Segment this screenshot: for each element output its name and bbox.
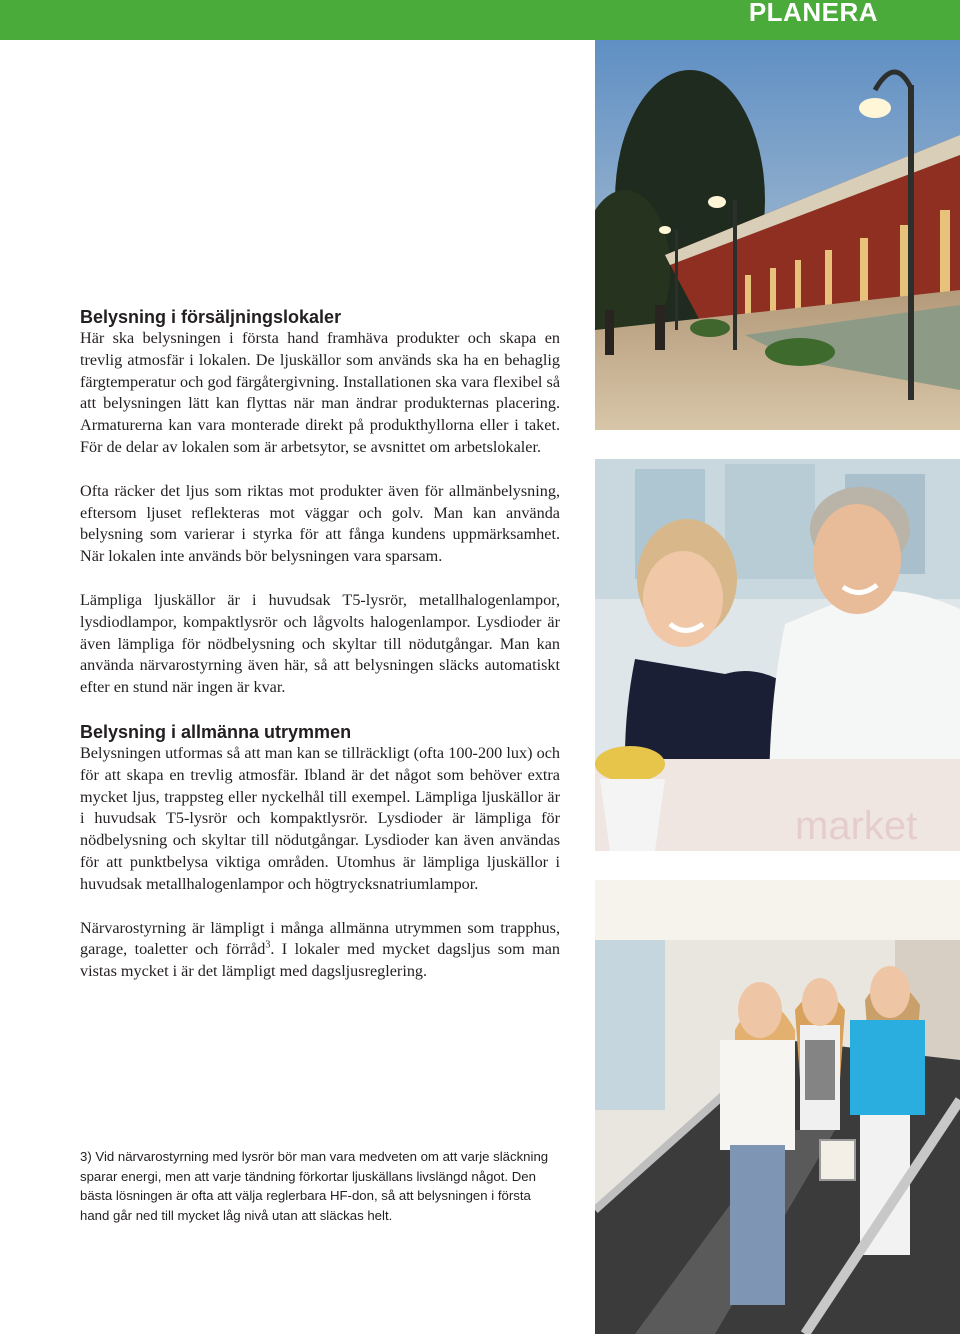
text-span: Närvarostyrning är lämpligt i många allmänna utrymmen som trapphus, garage, toaletter och förråd — [80, 918, 560, 959]
street-lamps-photo — [595, 40, 960, 430]
paragraph-with-footnote-ref — [80, 918, 560, 983]
shop-couple-photo — [595, 459, 960, 851]
svg-text:market: market — [795, 804, 918, 848]
page-title: PLANERA — [748, 0, 878, 27]
paragraph: Ofta räcker det ljus som riktas mot produkter även för allmänbelysning, eftersom ljuset reflekteras mot väggar och golv. Man kan använda belysning som varierar i styrka för att fånga kundens uppmärksamhet. När lokalen inte används bör belysningen vara sparsam. — [80, 481, 560, 566]
footnote: 3) Vid närvarostyrning med lysrör bör man vara medveten om att varje släckning sparar energi, men att varje tändning förkortar ljuskällans livslängd något. Den bästa lösningen är ofta att välja reglerbara HF-don, så att belysningen i första hand går ned till mycket låg nivå utan att släckas helt. — [80, 1149, 549, 1223]
text-span: . I lokaler med mycket dagsljus som man vistas mycket i är det lämpligt med dagsljusreglering. — [80, 940, 560, 981]
escalator-girls-photo — [595, 880, 960, 1334]
paragraph: Belysningen utformas så att man kan se tillräckligt (ofta 100-200 lux) och för att skapa en trevlig atmosfär. Ibland är det något som behöver extra mycket ljus, trappsteg eller nyckelhål till exempel. Lämpliga ljuskällor är i huvudsak T5-lysrör och kompaktlysrör. Lysdioder är lämpliga för nödbelysning och skyltar till nödutgångar. Lysdioder kan även användas för att punktbelysa viktiga områden. Utomhus är lämpliga ljuskällor i huvudsak metallhalogenlampor och högtrycksnatriumlampor. — [80, 743, 560, 893]
main-text-column — [80, 306, 560, 1005]
paragraph: Här ska belysningen i första hand framhäva produkter och skapa en trevlig atmosfär i lokalen. De ljuskällor som används ska ha en behaglig färgtemperatur och god färgåtergivning. Installationen ska vara flexibel så att belysningen lätt kan flyttas när man ändrar produkternas placering. Armaturerna kan vara monterade direkt på produkthyllorna eller i taket. För de delar av lokalen som är arbetsytor, se avsnittet om arbetslokaler. — [80, 329, 560, 456]
section-heading-public: Belysning i allmänna utrymmen — [80, 721, 352, 742]
paragraph: Lämpliga ljuskällor är i huvudsak T5-lysrör, metallhalogenlampor, lysdiodlampor, kompaktlysrör och lågvolts halogenlampor. Lysdioder är även lämpliga för nödbelysning och skyltar till nödutgångar. Man kan använda närvarostyrning även här, så att belysningen släcks automatiskt efter en stund när ingen är kvar. — [80, 590, 560, 697]
footnote-ref: 3 — [265, 939, 271, 951]
header-bar — [0, 0, 960, 40]
section-heading-sales: Belysning i försäljningslokaler — [80, 307, 342, 327]
